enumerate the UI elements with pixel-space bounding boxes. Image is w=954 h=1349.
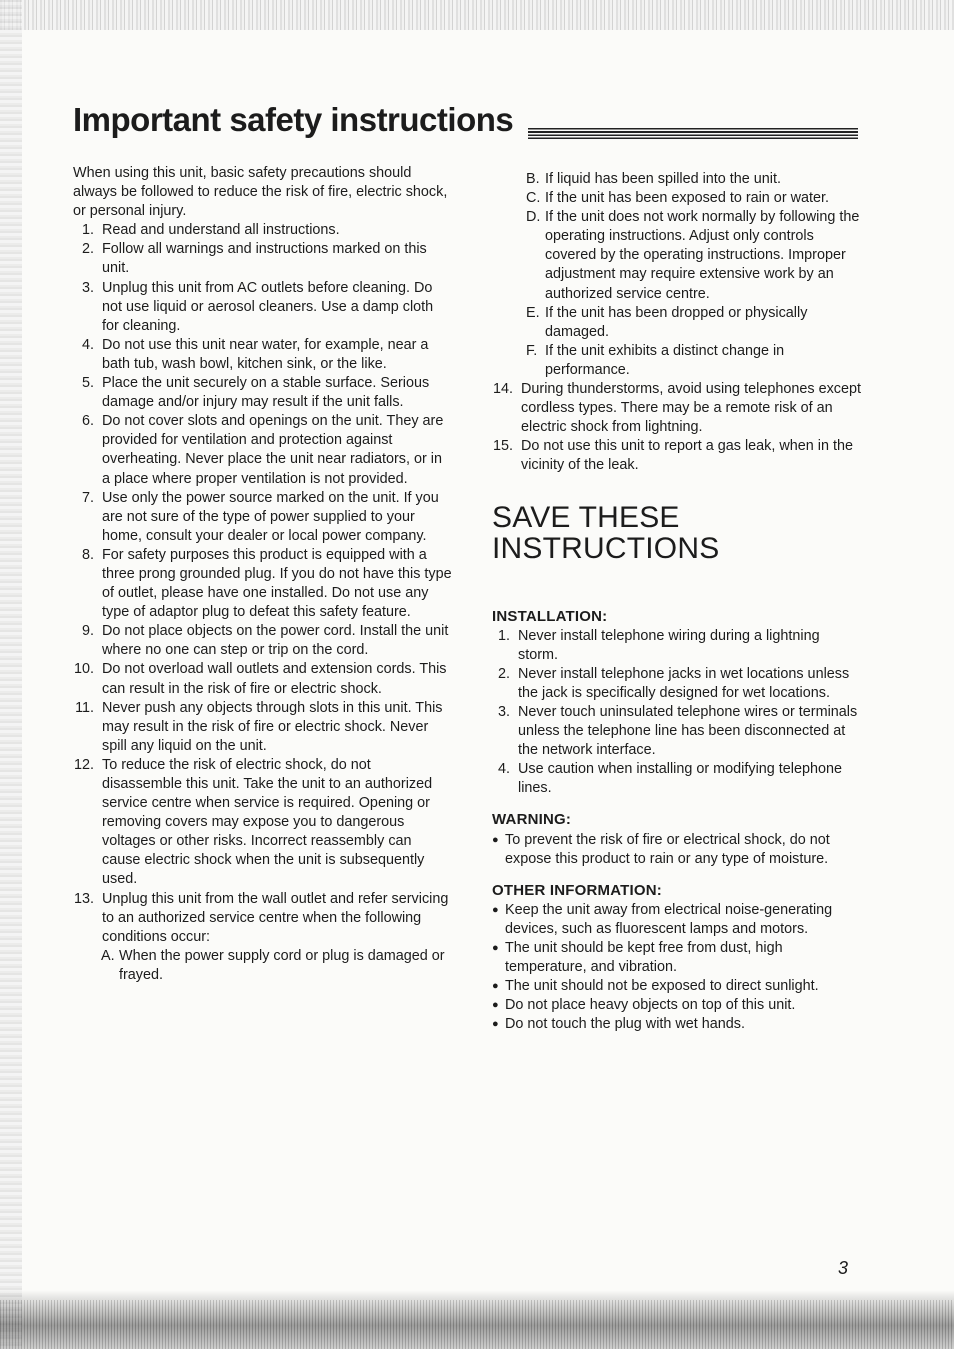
left-column xyxy=(73,164,453,985)
list-item: 10. Do not overload wall outlets and extension cords. This can result in the risk of fire or electric shock. xyxy=(73,661,447,697)
bullet-icon: ● xyxy=(492,903,499,916)
right-column xyxy=(492,170,862,1034)
bullet-icon: ● xyxy=(492,999,499,1012)
condition-item: F. If the unit exhibits a distinct change in performance. xyxy=(526,342,785,378)
list-item: 2. Follow all warnings and instructions marked on this unit. xyxy=(81,241,427,277)
other-information-heading: OTHER INFORMATION: xyxy=(492,881,662,899)
list-item: 11. Never push any objects through slots in this unit. This may result in the risk of fire or electric shock. Never spill any liquid on the unit. xyxy=(75,699,443,754)
list-item: ● Do not place heavy objects on top of this unit. xyxy=(492,996,862,1015)
condition-item: B. If liquid has been spilled into the unit. xyxy=(526,171,782,187)
list-item: 9. Do not place objects on the power cord. Install the unit where no one can step or trip on the cord. xyxy=(81,623,449,659)
title-rule xyxy=(528,128,858,141)
list-item: ● The unit should be kept free from dust, high temperature, and vibration. xyxy=(492,939,862,977)
bullet-icon: ● xyxy=(492,1018,499,1031)
warning-list xyxy=(492,831,862,869)
list-item: 1. Read and understand all instructions. xyxy=(81,222,340,239)
scan-edge-left xyxy=(0,0,22,1349)
list-item: 7. Use only the power source marked on the unit. If you are not sure of the type of power supplied to your home, consult your dealer or local power company. xyxy=(81,489,439,544)
instruction-list xyxy=(73,221,453,947)
installation-heading: INSTALLATION: xyxy=(492,607,608,625)
page-title: Important safety instructions xyxy=(73,101,514,138)
list-item: 6. Do not cover slots and openings on the unit. They are provided for ventilation and protection against overheating. Never place the unit near radiators, or in a place where proper ventilation is not provided. xyxy=(81,413,444,487)
page-number: 3 xyxy=(838,1258,849,1278)
list-item: 5. Place the unit securely on a stable surface. Serious damage and/or injury may result if the unit falls. xyxy=(81,375,430,411)
list-item: 2. Never install telephone jacks in wet locations unless the jack is specifically designed for wet locations. xyxy=(497,665,850,701)
list-item: ● The unit should not be exposed to direct sunlight. xyxy=(492,977,862,996)
list-item: 4. Use caution when installing or modifying telephone lines. xyxy=(497,761,842,797)
bullet-icon: ● xyxy=(492,980,499,993)
scan-edge-bottom-texture xyxy=(0,1300,954,1349)
list-item: 12. To reduce the risk of electric shock, do not disassemble this unit. Take the unit to an authorized service centre when service is required. Opening or removing covers may expose you to dangerous voltages or other risks. Incorrect reassembly can cause electric shock when the unit is subsequently used. xyxy=(73,756,433,888)
instruction-list-continued xyxy=(492,380,862,475)
list-item: 3. Never touch uninsulated telephone wires or terminals unless the telephone line has been disconnected at the network interface. xyxy=(497,703,858,759)
list-item: 3. Unplug this unit from AC outlets before cleaning. Do not use liquid or aerosol cleaners. Use a damp cloth for cleaning. xyxy=(81,279,434,334)
list-item: 1. Never install telephone wiring during a lightning storm. xyxy=(497,627,820,663)
scan-edge-top xyxy=(0,0,954,30)
other-information-list xyxy=(492,901,862,1035)
list-item: 14. During thunderstorms, avoid using telephones except cordless types. There may be a remote risk of an electric shock from lightning. xyxy=(492,381,861,436)
bullet-icon: ● xyxy=(492,942,499,954)
save-these-instructions-heading: SAVE THESE INSTRUCTIONS xyxy=(492,500,720,565)
condition-item: A. When the power supply cord or plug is damaged or frayed. xyxy=(101,947,445,983)
list-item: 13. Unplug this unit from the wall outlet and refer servicing to an authorized service centre when the following conditions occur: xyxy=(73,890,449,945)
intro-paragraph: When using this unit, basic safety precautions should always be followed to reduce the risk of fire, electric shock, or personal injury. xyxy=(73,165,448,220)
list-item: 8. For safety purposes this product is equipped with a three prong grounded plug. If you do not have this type of outlet, please have one installed. Do not use any type of adaptor plug to defeat this safety feature. xyxy=(81,546,452,621)
list-item: ● Keep the unit away from electrical noise-generating devices, such as fluorescent lamps and motors. xyxy=(492,901,862,939)
list-item: 4. Do not use this unit near water, for example, near a bath tub, wash bowl, kitchen sink, or the like. xyxy=(81,336,429,372)
warning-heading: WARNING: xyxy=(492,811,572,829)
condition-item: D. If the unit does not work normally by following the operating instructions. Adjust only controls covered by the operating instructions. Improper adjustment may require extensive work by an authorized service centre. xyxy=(526,209,860,302)
condition-item: C. If the unit has been exposed to rain or water. xyxy=(526,190,829,207)
condition-item: E. If the unit has been dropped or physically damaged. xyxy=(526,304,808,340)
list-item: 15. Do not use this unit to report a gas leak, when in the vicinity of the leak. xyxy=(492,438,853,474)
list-item: ● To prevent the risk of fire or electrical shock, do not expose this product to rain or any type of moisture. xyxy=(492,831,862,869)
installation-list xyxy=(492,627,862,799)
list-item: ● Do not touch the plug with wet hands. xyxy=(492,1015,862,1034)
bullet-icon: ● xyxy=(492,833,499,846)
